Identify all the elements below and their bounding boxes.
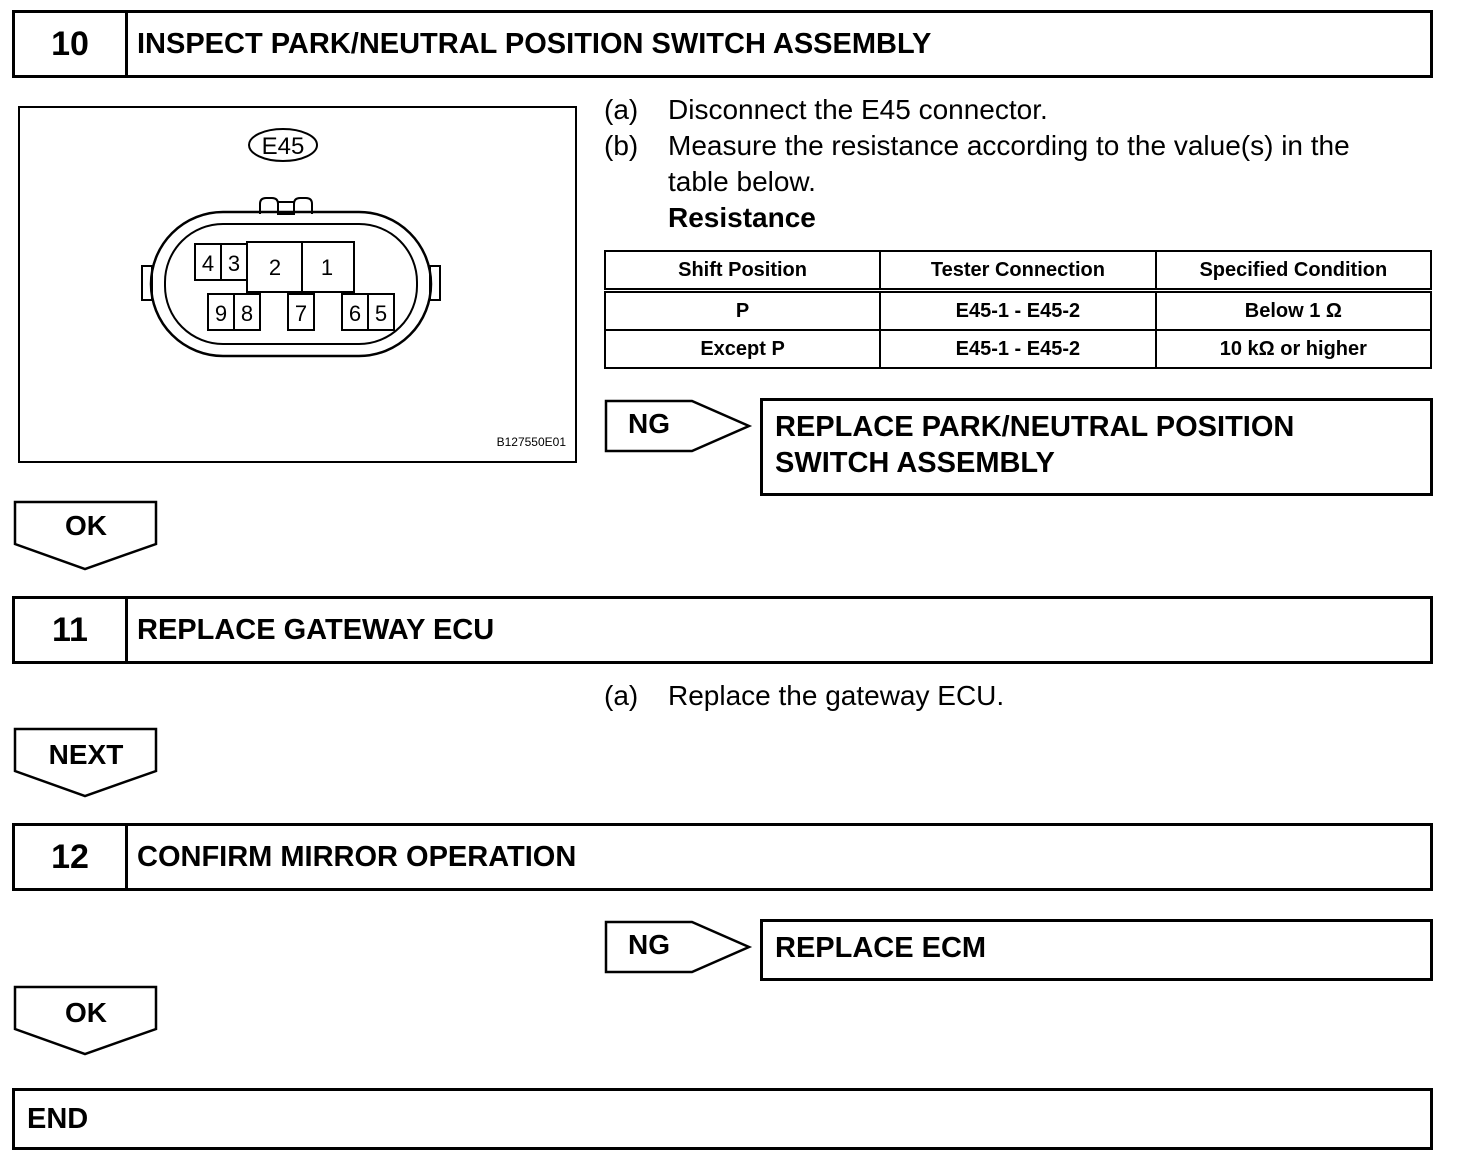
instruction-text-line2: table below.: [668, 166, 816, 197]
step-number: 11: [15, 599, 128, 661]
pin-4: 4: [201, 251, 215, 276]
right-arrow-icon: [604, 398, 754, 456]
ng-result-line: REPLACE ECM: [775, 932, 987, 964]
instruction-label: (a): [604, 680, 639, 711]
table-header: Specified Condition: [1156, 251, 1431, 291]
connector-outer-shell: [151, 212, 431, 356]
table-cell: Below 1 Ω: [1156, 291, 1431, 331]
table-row: [605, 291, 1431, 331]
instruction-a: [604, 678, 1444, 714]
ok-label: OK: [65, 510, 107, 541]
step-11-header: [12, 596, 1433, 664]
table-cell: E45-1 - E45-2: [880, 291, 1156, 331]
connector-diagram: [20, 108, 575, 461]
table-header-row: [605, 251, 1431, 291]
ok-label: OK: [65, 997, 107, 1028]
resistance-table: [604, 250, 1432, 369]
ng-result-box: [760, 398, 1433, 496]
table-row: [605, 330, 1431, 368]
instruction-text: Disconnect the E45 connector.: [668, 94, 1048, 125]
step-12-header: [12, 823, 1433, 891]
pin-3: 3: [227, 251, 241, 276]
table-cell: E45-1 - E45-2: [880, 330, 1156, 368]
pin-5: 5: [374, 301, 388, 326]
figure-id: B127550E01: [496, 435, 566, 449]
pin-6: 6: [348, 301, 362, 326]
instruction-label: (a): [604, 94, 639, 125]
ng-arrow: [604, 919, 754, 977]
table-title: Resistance: [668, 202, 816, 233]
next-label: NEXT: [48, 739, 124, 770]
step-title: CONFIRM MIRROR OPERATION: [137, 840, 577, 873]
table-cell: 10 kΩ or higher: [1156, 330, 1431, 368]
instruction-a: [604, 92, 1444, 128]
connector-figure: [18, 106, 577, 463]
pin-1: 1: [320, 255, 334, 280]
end-label: END: [27, 1102, 89, 1135]
step-title: INSPECT PARK/NEUTRAL POSITION SWITCH ASSEMBLY: [137, 27, 932, 60]
instruction-label: (b): [604, 130, 639, 161]
pin-2: 2: [268, 255, 282, 280]
table-header: Tester Connection: [880, 251, 1156, 291]
ng-result-line: REPLACE PARK/NEUTRAL POSITION: [775, 411, 1295, 443]
right-arrow-icon: [604, 919, 754, 977]
instruction-text-line1: Measure the resistance according to the value(s) in the: [668, 130, 1350, 161]
instruction-text: Replace the gateway ECU.: [668, 680, 1005, 711]
ng-label: NG: [628, 408, 670, 439]
connector-label: E45: [261, 133, 305, 160]
pin-8: 8: [240, 301, 254, 326]
table-cell: P: [605, 291, 880, 331]
table-cell: Except P: [605, 330, 880, 368]
ng-label: NG: [628, 929, 670, 960]
ng-result-box: [760, 919, 1433, 981]
pin-9: 9: [214, 301, 228, 326]
next-arrow: [13, 727, 159, 799]
pin-7: 7: [294, 301, 308, 326]
ng-arrow: [604, 398, 754, 456]
step-title: REPLACE GATEWAY ECU: [137, 613, 495, 646]
table-header: Shift Position: [605, 251, 880, 291]
ok-arrow: [13, 985, 159, 1057]
step-number: 10: [15, 13, 128, 75]
end-box: [12, 1088, 1433, 1150]
ng-result-line: SWITCH ASSEMBLY: [775, 447, 1055, 479]
instruction-b: [604, 128, 1444, 200]
step-number: 12: [15, 826, 128, 888]
ok-arrow: [13, 500, 159, 572]
step-10-header: [12, 10, 1433, 78]
